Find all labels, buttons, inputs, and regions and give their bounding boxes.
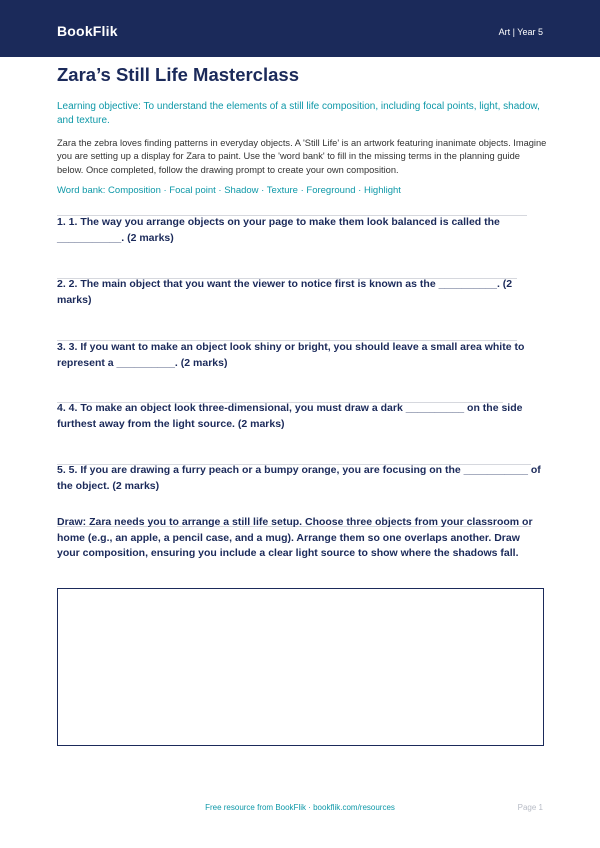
question-1: 1. 1. The way you arrange objects on your page to make them look balanced is called the ___________. (2 marks) [57,216,500,244]
intro-text: Zara the zebra loves finding patterns in everyday objects. A 'Still Life' is an artwork featuring inanimate objects. Imagine you are setting up a display for Zara to paint. Use the 'word bank' to fill in the missing terms in the planning guide below. Once completed, follow the drawing prompt to create your own composition. [57,138,547,175]
question-2: 2. 2. The main object that you want the viewer to notice first is known as the __________. (2 marks) [57,278,513,306]
page-number: Page 1 [517,803,543,812]
footer-text[interactable]: Free resource from BookFlik · bookflik.com/resources [205,803,395,812]
header-bar [0,0,600,57]
question-5: 5. 5. If you are drawing a furry peach or a bumpy orange, you are focusing on the ___________ of the object. (2 marks) [57,464,541,492]
word-bank: Word bank: Composition · Focal point · Shadow · Texture · Foreground · Highlight [57,185,401,196]
subject-year-label: Art | Year 5 [498,27,543,37]
brand-logo[interactable]: BookFlik [57,23,118,39]
draw-prompt: Draw: Zara needs you to arrange a still life setup. Choose three objects from your classroom or home (e.g., an apple, a pencil case, and a mug). Arrange them so one overlaps another. Draw your composition, ensuring you include a clear light source to show where the shadows fall. [57,516,533,559]
drawing-area[interactable] [57,588,544,746]
question-3: 3. 3. If you want to make an object look shiny or bright, you should leave a small area white to represent a __________. (2 marks) [57,341,525,369]
learning-objective: Learning objective: To understand the elements of a still life composition, including focal points, light, shadow, and texture. [57,101,540,126]
question-4: 4. 4. To make an object look three-dimensional, you must draw a dark __________ on the side furthest away from the light source. (2 marks) [57,402,523,430]
page-title: Zara’s Still Life Masterclass [57,64,299,85]
